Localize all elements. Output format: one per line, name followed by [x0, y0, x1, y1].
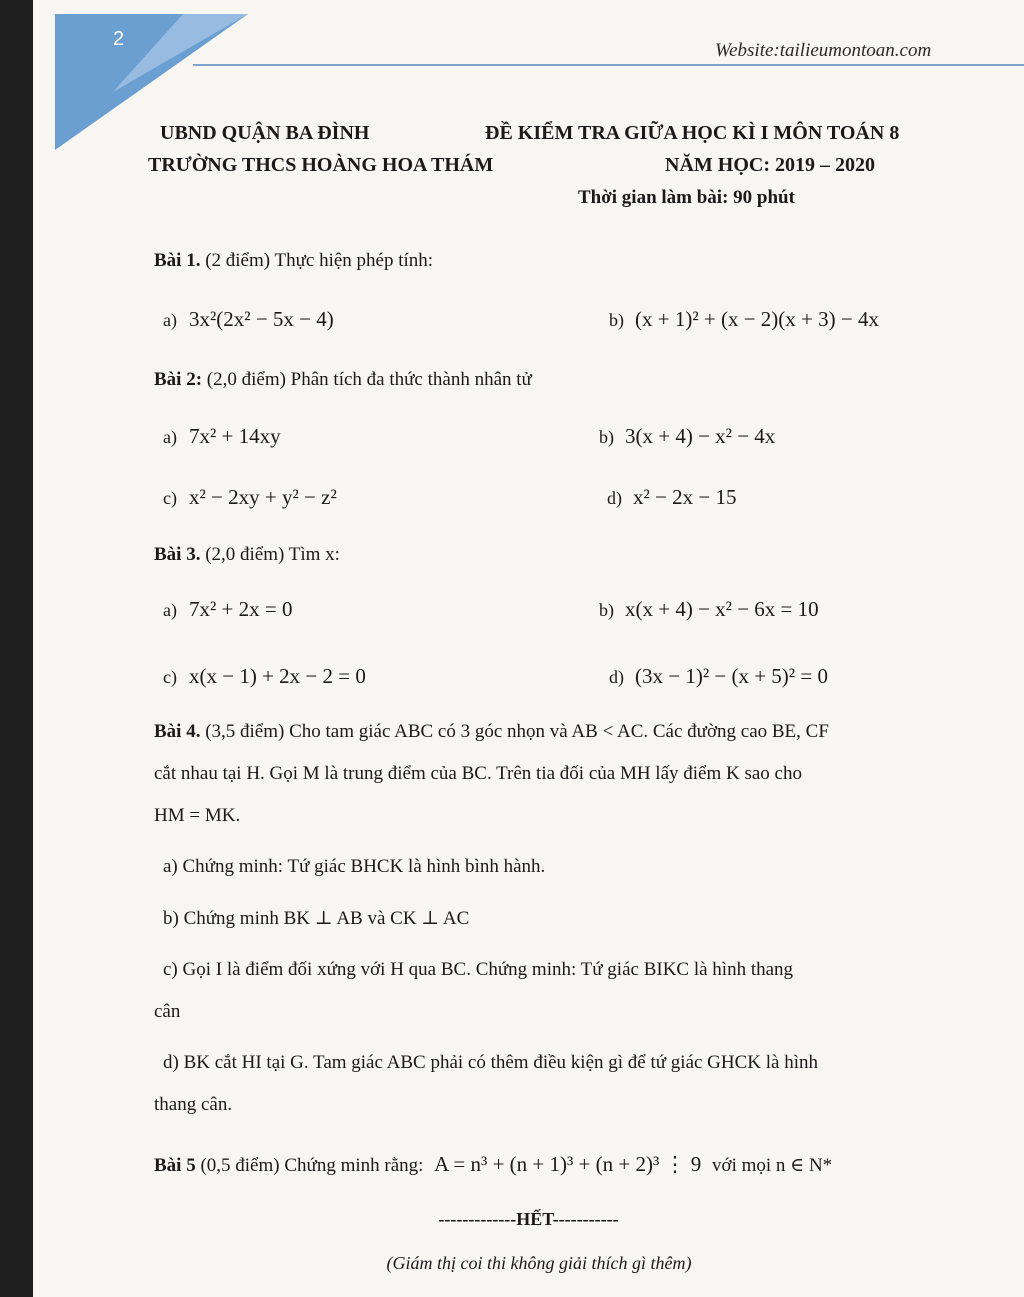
- bai1-b: [609, 307, 879, 332]
- bai1-b-expr: (x + 1)² + (x − 2)(x + 3) − 4x: [635, 307, 879, 331]
- bai3-desc: (2,0 điểm) Tìm x:: [200, 544, 340, 565]
- bai3-title: [154, 544, 340, 566]
- bai2-b-expr: 3(x + 4) − x² − 4x: [625, 424, 776, 448]
- bai3-b-expr: x(x + 4) − x² − 6x = 10: [625, 597, 819, 621]
- school-year: NĂM HỌC: 2019 – 2020: [665, 154, 875, 176]
- bai5: [154, 1152, 832, 1177]
- bai2-a-label: a): [163, 427, 177, 447]
- bai2-desc: (2,0 điểm) Phân tích đa thức thành nhân tử: [202, 369, 532, 390]
- header-divider: [193, 64, 1024, 66]
- bai4-c-line1: c) Gọi I là điểm đối xứng với H qua BC. Chứng minh: Tứ giác BIKC là hình thang: [163, 959, 794, 980]
- bai2-c-label: c): [163, 488, 177, 508]
- district-name: UBND QUẬN BA ĐÌNH: [160, 122, 370, 144]
- bai1-b-label: b): [609, 310, 624, 330]
- bai2-d-expr: x² − 2x − 15: [633, 485, 737, 509]
- bai4-a: a) Chứng minh: Tứ giác BHCK là hình bình hành.: [163, 856, 546, 877]
- bai1-desc: (2 điểm) Thực hiện phép tính:: [200, 250, 434, 271]
- bai5-expr: A = n³ + (n + 1)³ + (n + 2)³ ⋮ 9: [434, 1152, 702, 1176]
- bai2-d-label: d): [607, 488, 622, 508]
- bai3-a-label: a): [163, 600, 177, 620]
- bai3-d: [609, 664, 828, 689]
- page-number: 2: [113, 28, 125, 50]
- bai4-d-line2: thang cân.: [154, 1094, 233, 1115]
- bai2-a: [163, 424, 281, 449]
- bai3-c-expr: x(x − 1) + 2x − 2 = 0: [189, 664, 366, 688]
- bai3-a: [163, 597, 292, 622]
- bai2-b: [599, 424, 775, 449]
- exam-title: ĐỀ KIỂM TRA GIỮA HỌC KÌ I MÔN TOÁN 8: [485, 122, 900, 144]
- bai4-intro-line1: [154, 721, 829, 743]
- bai4-c-line2: cân: [154, 1001, 181, 1022]
- bai3-label: Bài 3.: [154, 544, 201, 565]
- bai3-b: [599, 597, 819, 622]
- bai5-desc: (0,5 điểm) Chứng minh rằng:: [195, 1155, 424, 1176]
- bai3-d-expr: (3x − 1)² − (x + 5)² = 0: [635, 664, 828, 688]
- bai2-label: Bài 2:: [154, 369, 203, 390]
- bai4-line1: (3,5 điểm) Cho tam giác ABC có 3 góc nhọn và AB < AC. Các đường cao BE, CF: [200, 721, 829, 742]
- school-name: TRƯỜNG THCS HOÀNG HOA THÁM: [148, 154, 494, 176]
- bai4-intro-line3: HM = MK.: [154, 805, 241, 826]
- bai3-b-label: b): [599, 600, 614, 620]
- bai2-a-expr: 7x² + 14xy: [189, 424, 281, 448]
- bai3-c-label: c): [163, 667, 177, 687]
- bai2-c: [163, 485, 337, 510]
- end-marker: -------------HẾT-----------: [438, 1209, 619, 1229]
- bai3-c: [163, 664, 366, 689]
- bai3-a-expr: 7x² + 2x = 0: [189, 597, 293, 621]
- bai5-tail: với mọi n ∈ N*: [712, 1155, 833, 1176]
- bai4-d-line1: d) BK cắt HI tại G. Tam giác ABC phải có thêm điều kiện gì để tứ giác GHCK là hình: [163, 1052, 819, 1073]
- bai2-b-label: b): [599, 427, 614, 447]
- bai1-a: [163, 307, 334, 332]
- bai4-b: b) Chứng minh BK ⊥ AB và CK ⊥ AC: [163, 908, 470, 929]
- bai5-label: Bài 5: [154, 1155, 196, 1176]
- proctor-note: (Giám thị coi thi không giải thích gì thêm): [386, 1253, 692, 1273]
- bai2-d: [607, 485, 736, 510]
- bai1-label: Bài 1.: [154, 250, 201, 271]
- bai2-title: [154, 369, 532, 391]
- time-limit: Thời gian làm bài: 90 phút: [578, 187, 795, 208]
- bai4-label: Bài 4.: [154, 721, 201, 742]
- bai4-intro-line2: cắt nhau tại H. Gọi M là trung điểm của BC. Trên tia đối của MH lấy điểm K sao cho: [154, 763, 802, 784]
- bai2-c-expr: x² − 2xy + y² − z²: [189, 485, 337, 509]
- bai1-title: [154, 250, 433, 272]
- website-header: Website:tailieumontoan.com: [715, 40, 932, 61]
- bai1-a-expr: 3x²(2x² − 5x − 4): [189, 307, 334, 331]
- bai3-d-label: d): [609, 667, 624, 687]
- bai1-a-label: a): [163, 310, 177, 330]
- document-page: [33, 0, 1024, 1297]
